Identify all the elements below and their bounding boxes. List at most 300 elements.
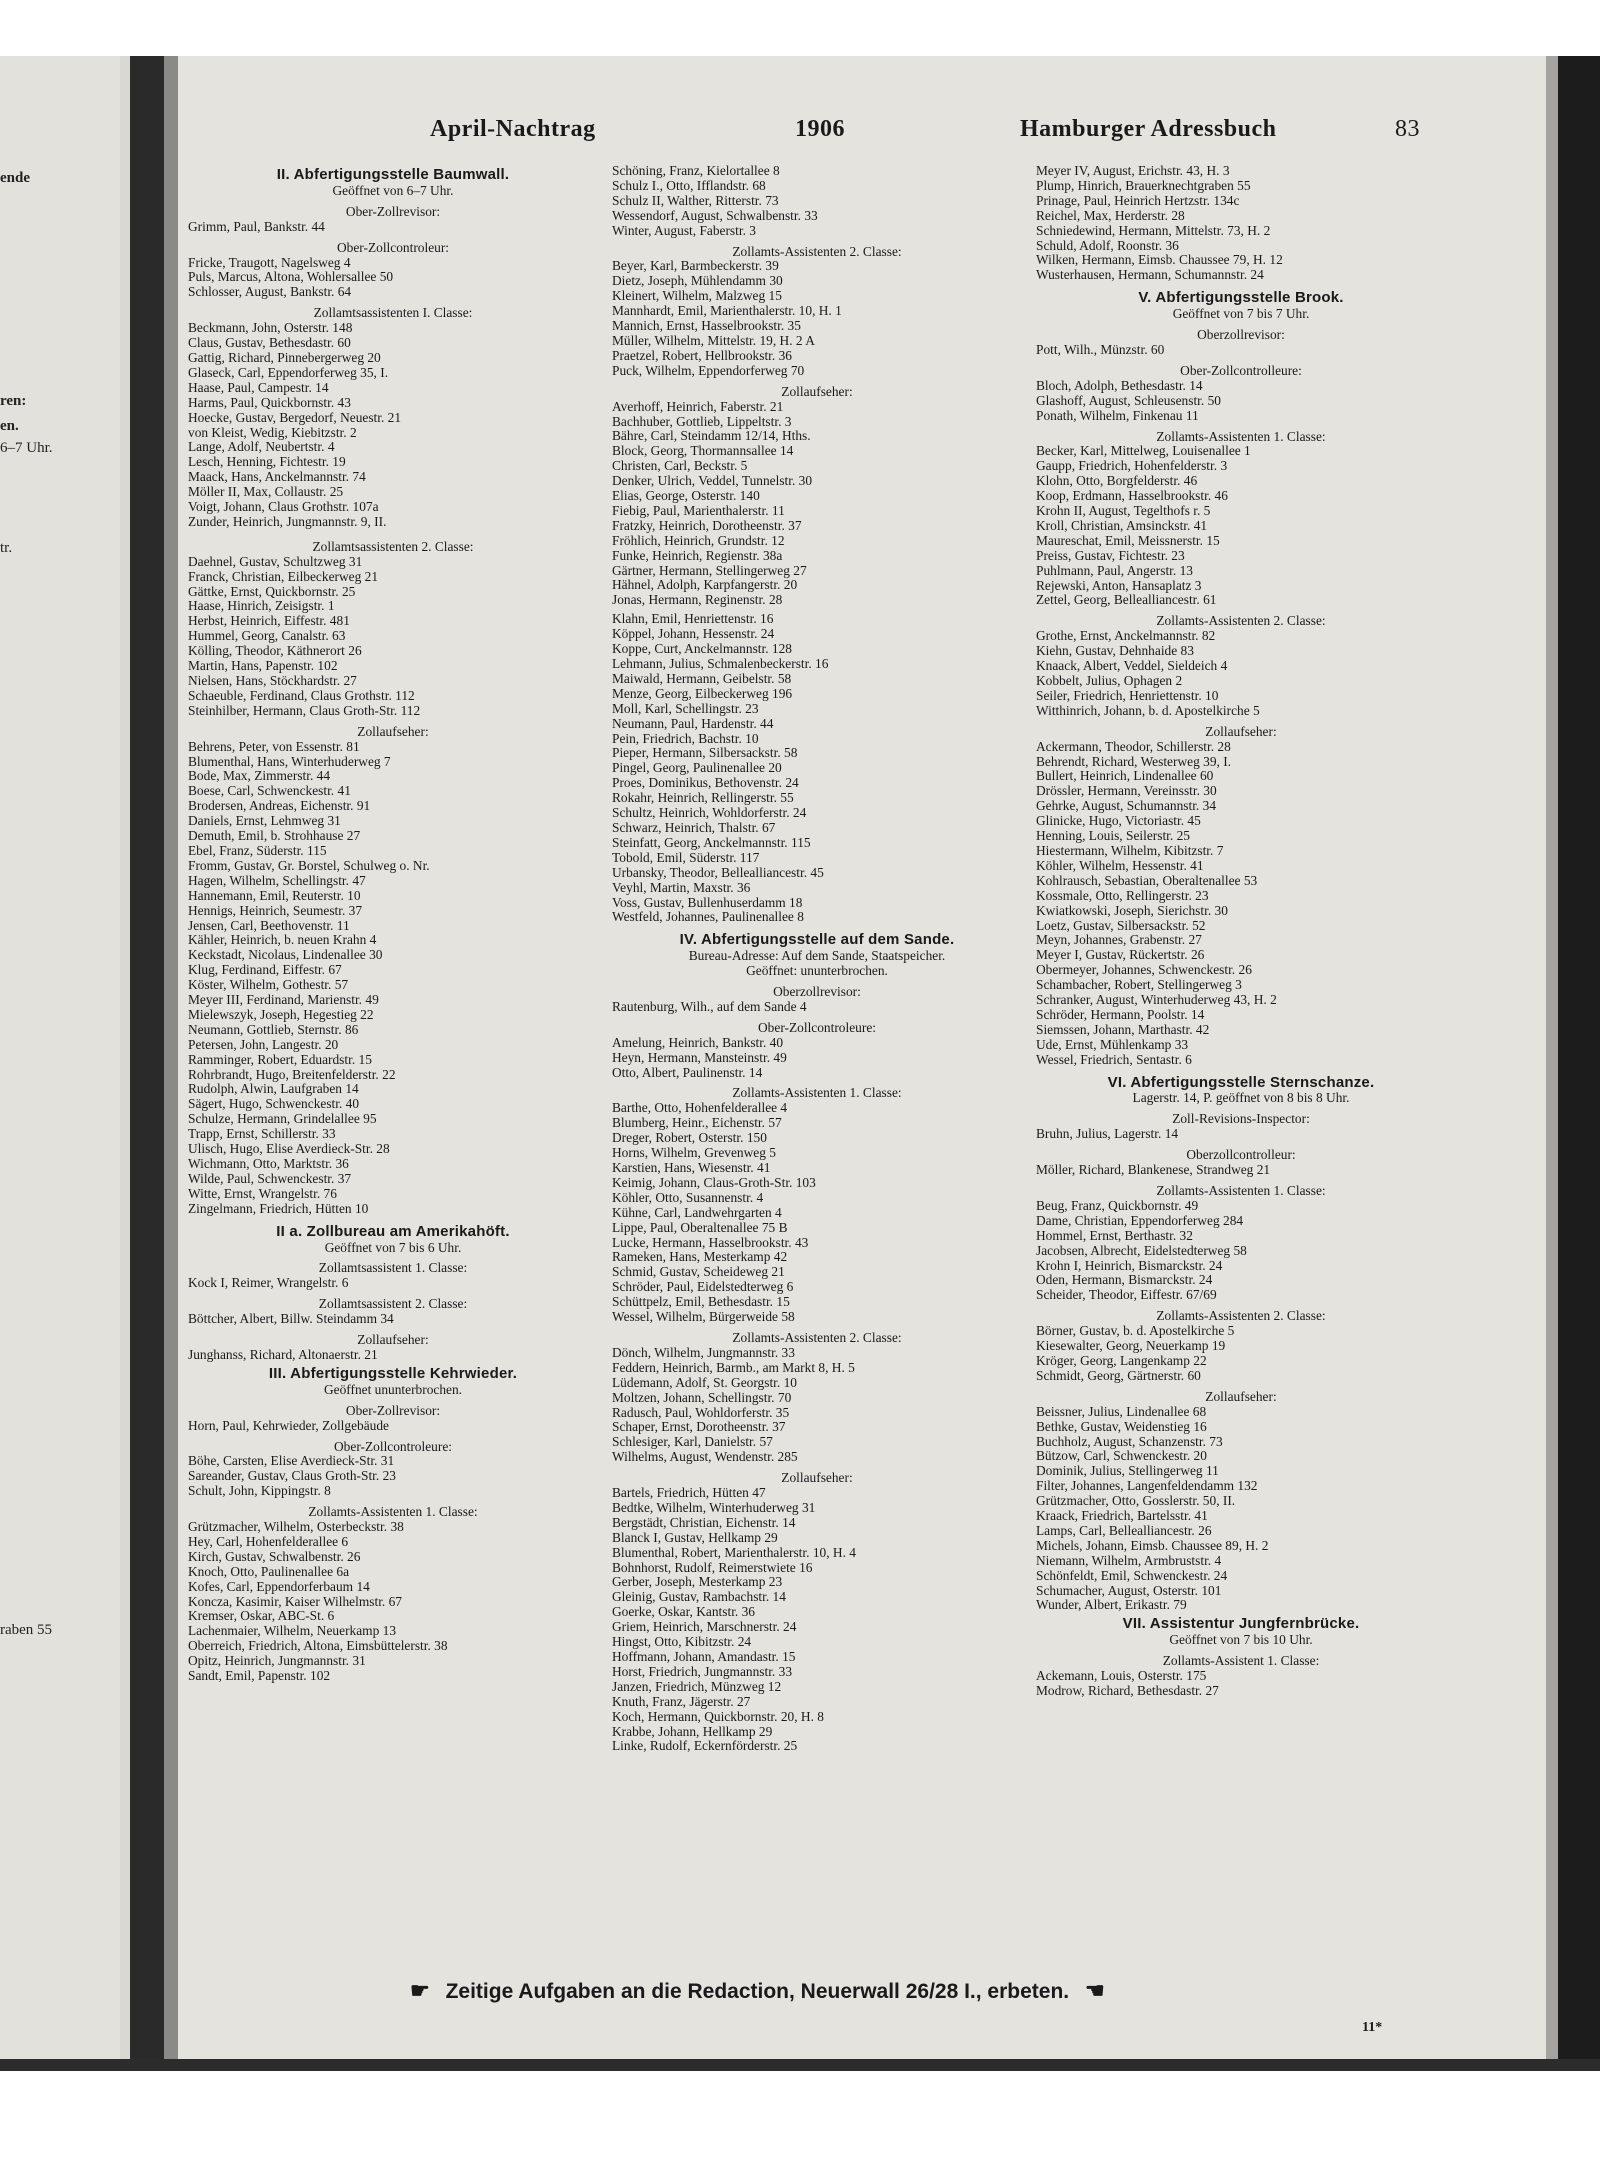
directory-entry: Dame, Christian, Eppendorferweg 284 — [1036, 1213, 1244, 1228]
directory-entry: Maack, Hans, Anckelmannstr. 74 — [188, 470, 366, 485]
directory-entry: Loetz, Gustav, Silbersackstr. 52 — [1036, 918, 1206, 933]
directory-entry: Goerke, Oskar, Kantstr. 36 — [612, 1605, 756, 1620]
directory-entry: Hey, Carl, Hohenfelderallee 6 — [188, 1534, 349, 1549]
section-hours: Bureau-Adresse: Auf dem Sande, Staatspeicher. — [688, 948, 946, 964]
directory-entry: Rameken, Hans, Mesterkamp 42 — [612, 1250, 788, 1265]
rank-heading: Ober-Zollrevisor: — [345, 1402, 441, 1418]
directory-entry: Fröhlich, Heinrich, Grundstr. 12 — [612, 533, 785, 548]
directory-entry: Schöning, Franz, Kielortallee 8 — [612, 164, 780, 178]
directory-entry: Ramminger, Robert, Eduardstr. 15 — [188, 1052, 372, 1067]
directory-entry: Buchholz, August, Schanzenstr. 73 — [1036, 1434, 1223, 1449]
directory-entry: Hummel, Georg, Canalstr. 63 — [188, 629, 346, 644]
pointing-hand-right-icon: ☛ — [410, 1978, 430, 2003]
directory-entry: Proes, Dominikus, Bethovenstr. 24 — [612, 776, 799, 791]
rank-heading: Oberzollcontrolleur: — [1186, 1147, 1296, 1163]
directory-entry: Gehrke, August, Schumannstr. 34 — [1036, 799, 1217, 814]
section-heading: VII. Assistentur Jungfernbrücke. — [1122, 1615, 1360, 1633]
directory-entry: Prinage, Paul, Heinrich Hertzstr. 134c — [1036, 193, 1240, 208]
directory-entry: Kossmale, Otto, Rellingerstr. 23 — [1036, 888, 1209, 903]
directory-entry: Neumann, Gottlieb, Sternstr. 86 — [188, 1022, 359, 1037]
directory-entry: Harms, Paul, Quickbornstr. 43 — [188, 395, 351, 410]
directory-entry: Blanck I, Gustav, Hellkamp 29 — [612, 1530, 778, 1545]
directory-entry: Gattig, Richard, Pinnebergerweg 20 — [188, 350, 381, 365]
directory-entry: Glaseck, Carl, Eppendorferweg 35, I. — [188, 365, 389, 380]
directory-entry: Koppe, Curt, Anckelmannstr. 128 — [612, 642, 793, 657]
directory-entry: Becker, Karl, Mittelweg, Louisenallee 1 — [1036, 444, 1251, 459]
section-heading: V. Abfertigungsstelle Brook. — [1138, 289, 1344, 307]
rank-heading: Ober-Zollcontroleure: — [758, 1019, 876, 1035]
directory-entry: Kölling, Theodor, Käthnerort 26 — [188, 644, 362, 659]
directory-entry: Rohrbrandt, Hugo, Breitenfelderstr. 22 — [188, 1067, 396, 1082]
directory-entry: Fricke, Traugott, Nagelsweg 4 — [188, 255, 351, 270]
directory-entry: Sareander, Gustav, Claus Groth-Str. 23 — [188, 1469, 396, 1484]
directory-entry: Keimig, Johann, Claus-Groth-Str. 103 — [612, 1175, 816, 1190]
rank-heading: Ober-Zollcontroleure: — [334, 1438, 452, 1454]
directory-entry: Tobold, Emil, Süderstr. 117 — [612, 850, 760, 865]
left-page-fragment: ende — [0, 170, 30, 186]
directory-entry: Kiesewalter, Georg, Neuerkamp 19 — [1036, 1339, 1226, 1354]
rank-heading: Zollamtsassistent 2. Classe: — [318, 1296, 468, 1312]
directory-entry: Junghanss, Richard, Altonaerstr. 21 — [188, 1347, 378, 1362]
rank-heading: Ober-Zollcontrolleure: — [1180, 362, 1302, 378]
directory-entry: Möller II, Max, Collaustr. 25 — [188, 485, 344, 500]
directory-entry: Mannhardt, Emil, Marienthalerstr. 10, H. 1 — [612, 304, 842, 319]
left-page-fragment: 6–7 Uhr. — [0, 440, 53, 456]
directory-entry: Jonas, Hermann, Reginenstr. 28 — [612, 593, 783, 608]
directory-entry: Maiwald, Hermann, Geibelstr. 58 — [612, 671, 792, 686]
directory-entry: Rudolph, Alwin, Laufgraben 14 — [188, 1082, 359, 1097]
rank-heading: Zollamtsassistenten 2. Classe: — [312, 538, 474, 554]
directory-entry: Petersen, John, Langestr. 20 — [188, 1037, 339, 1052]
directory-entry: Puls, Marcus, Altona, Wohlersallee 50 — [188, 270, 394, 285]
section-hours: Geöffnet: ununterbrochen. — [746, 963, 888, 979]
directory-entry: Schlesiger, Karl, Danielstr. 57 — [612, 1435, 773, 1450]
directory-entry: Dönch, Wilhelm, Jungmannstr. 33 — [612, 1345, 795, 1360]
rank-heading: Zollaufseher: — [357, 723, 429, 739]
directory-entry: Lange, Adolf, Neubertstr. 4 — [188, 440, 335, 455]
directory-entry: Winter, August, Faberstr. 3 — [612, 223, 756, 238]
directory-entry: Wilhelms, August, Wendenstr. 285 — [612, 1450, 798, 1465]
pointing-hand-left-icon: ☚ — [1084, 1978, 1105, 2003]
directory-entry: Zettel, Georg, Bellealliancestr. 61 — [1036, 593, 1217, 608]
directory-entry: Böhe, Carsten, Elise Averdieck-Str. 31 — [188, 1454, 395, 1469]
directory-entry: Nielsen, Hans, Stöckhardstr. 27 — [188, 674, 357, 688]
directory-entry: Kirch, Gustav, Schwalbenstr. 26 — [188, 1549, 361, 1564]
rank-heading: Ober-Zollrevisor: — [345, 203, 441, 219]
rank-heading: Zollamtsassistent 1. Classe: — [318, 1260, 468, 1276]
directory-entry: Schniedewind, Hermann, Mittelstr. 73, H. 2 — [1036, 223, 1271, 238]
directory-entry: Steinfatt, Georg, Anckelmannstr. 115 — [612, 835, 811, 850]
directory-entry: Ude, Ernst, Mühlenkamp 33 — [1036, 1037, 1189, 1052]
directory-entry: Kröger, Georg, Langenkamp 22 — [1036, 1353, 1207, 1368]
directory-column-3 — [1036, 164, 1446, 1699]
directory-entry: Meyn, Johannes, Grabenstr. 27 — [1036, 933, 1202, 948]
section-heading: II. Abfertigungsstelle Baumwall. — [276, 166, 510, 183]
footer-notice — [400, 1978, 1400, 2004]
directory-entry: Martin, Hans, Papenstr. 102 — [188, 659, 338, 674]
directory-entry: Bethke, Gustav, Weidenstieg 16 — [1036, 1419, 1207, 1434]
section-heading: II a. Zollbureau am Amerikahöft. — [276, 1222, 510, 1240]
directory-entry: Grützmacher, Wilhelm, Osterbeckstr. 38 — [188, 1520, 404, 1535]
directory-column-2 — [612, 164, 1022, 1754]
directory-entry: Averhoff, Heinrich, Faberstr. 21 — [612, 399, 784, 414]
directory-entry: Daehnel, Gustav, Schultzweg 31 — [188, 554, 363, 569]
directory-entry: Bergstädt, Christian, Eichenstr. 14 — [612, 1515, 796, 1530]
directory-entry: Radusch, Paul, Wohldorferstr. 35 — [612, 1405, 790, 1420]
section-hours: Lagerstr. 14, P. geöffnet von 8 bis 8 Uhr. — [1132, 1090, 1350, 1106]
rank-heading: Zollamts-Assistenten 2. Classe: — [732, 243, 902, 259]
directory-entry: Koop, Erdmann, Hasselbrookstr. 46 — [1036, 489, 1228, 504]
directory-entry: Koch, Hermann, Quickbornstr. 20, H. 8 — [612, 1709, 824, 1724]
directory-entry: Blumberg, Heinr., Eichenstr. 57 — [612, 1116, 782, 1131]
directory-entry: Schlosser, August, Bankstr. 64 — [188, 285, 352, 300]
directory-entry: Zingelmann, Friedrich, Hütten 10 — [188, 1201, 369, 1216]
directory-entry: Gärtner, Hermann, Stellingerweg 27 — [612, 563, 807, 578]
directory-entry: Hannemann, Emil, Reuterstr. 10 — [188, 888, 361, 903]
directory-entry: Müller, Wilhelm, Mittelstr. 19, H. 2 A — [612, 333, 815, 348]
directory-entry: Christen, Carl, Beckstr. 5 — [612, 459, 748, 474]
directory-entry: Bedtke, Wilhelm, Winterhuderweg 31 — [612, 1500, 816, 1515]
section-hours: Geöffnet von 7 bis 7 Uhr. — [1172, 306, 1310, 322]
directory-entry: Schüttpelz, Emil, Bethesdastr. 15 — [612, 1295, 790, 1310]
directory-entry: Horst, Friedrich, Jungmannstr. 33 — [612, 1664, 793, 1679]
directory-entry: Schaeuble, Ferdinand, Claus Grothstr. 112 — [188, 688, 415, 703]
rank-heading: Zollamts-Assistenten 1. Classe: — [732, 1085, 902, 1101]
directory-entry: Voss, Gustav, Bullenhuserdamm 18 — [612, 895, 803, 910]
section-heading: III. Abfertigungsstelle Kehrwieder. — [268, 1364, 518, 1382]
directory-entry: Niemann, Wilhelm, Armbruststr. 4 — [1036, 1553, 1222, 1568]
directory-entry: Plump, Hinrich, Brauerknechtgraben 55 — [1036, 178, 1251, 193]
directory-entry: Meyer I, Gustav, Rückertstr. 26 — [1036, 948, 1205, 963]
directory-entry: Funke, Heinrich, Regienstr. 38a — [612, 548, 783, 563]
directory-entry: Gleinig, Gustav, Rambachstr. 14 — [612, 1590, 786, 1605]
directory-entry: Köhler, Wilhelm, Hessenstr. 41 — [1036, 858, 1204, 873]
directory-entry: Schultz, Heinrich, Wohldorferstr. 24 — [612, 806, 807, 821]
directory-entry: Voigt, Johann, Claus Grothstr. 107a — [188, 500, 379, 515]
directory-entry: Schulze, Hermann, Grindelallee 95 — [188, 1112, 377, 1127]
directory-entry: Heyn, Hermann, Mansteinstr. 49 — [612, 1050, 787, 1065]
directory-entry: Lucke, Hermann, Hasselbrookstr. 43 — [612, 1235, 809, 1250]
directory-entry: Lüdemann, Adolf, St. Georgstr. 10 — [612, 1375, 797, 1390]
directory-entry: Dreger, Robert, Osterstr. 150 — [612, 1131, 767, 1146]
directory-entry: Maureschat, Emil, Meissnerstr. 15 — [1036, 533, 1220, 548]
rank-heading: Zollamts-Assistenten 2. Classe: — [1156, 1308, 1326, 1324]
directory-entry: Beckmann, John, Osterstr. 148 — [188, 321, 353, 336]
directory-entry: Gerber, Joseph, Mesterkamp 23 — [612, 1575, 783, 1590]
directory-entry: Opitz, Heinrich, Jungmannstr. 31 — [188, 1654, 366, 1669]
directory-entry: Grützmacher, Otto, Gosslerstr. 50, II. — [1036, 1494, 1236, 1509]
rank-heading: Zollamts-Assistenten 2. Classe: — [732, 1329, 902, 1345]
directory-entry: Schambacher, Robert, Stellingerweg 3 — [1036, 978, 1242, 993]
directory-entry: Fratzky, Heinrich, Dorotheenstr. 37 — [612, 518, 802, 533]
directory-entry: Praetzel, Robert, Hellbrookstr. 36 — [612, 348, 792, 363]
directory-entry: Bode, Max, Zimmerstr. 44 — [188, 769, 331, 784]
directory-entry: Oberreich, Friedrich, Altona, Eimsbüttelerstr. 38 — [188, 1639, 448, 1654]
directory-entry: Schuld, Adolf, Roonstr. 36 — [1036, 238, 1179, 253]
page-header — [255, 116, 1430, 146]
directory-entry: Amelung, Heinrich, Bankstr. 40 — [612, 1035, 784, 1050]
rank-heading: Zollaufseher: — [1205, 723, 1277, 739]
directory-entry: Brodersen, Andreas, Eichenstr. 91 — [188, 799, 371, 814]
spacer — [612, 925, 1022, 929]
directory-entry: Filter, Johannes, Langenfeldendamm 132 — [1036, 1479, 1258, 1494]
directory-entry: Ebel, Franz, Süderstr. 115 — [188, 843, 327, 858]
directory-entry: von Kleist, Wedig, Kiebitzstr. 2 — [188, 425, 357, 440]
book-gutter — [130, 56, 164, 2059]
directory-entry: Herbst, Heinrich, Eiffestr. 481 — [188, 614, 350, 629]
directory-entry: Ackermann, Theodor, Schillerstr. 28 — [1036, 739, 1231, 754]
directory-entry: Krabbe, Johann, Hellkamp 29 — [612, 1724, 773, 1739]
directory-entry: Drössler, Hermann, Vereinsstr. 30 — [1036, 784, 1217, 799]
left-page-fragment: ren: — [0, 393, 27, 409]
directory-entry: Pingel, Georg, Paulinenallee 20 — [612, 761, 782, 776]
directory-entry: Menze, Georg, Eilbeckerweg 196 — [612, 686, 793, 701]
directory-entry: Mielewszyk, Joseph, Hegestieg 22 — [188, 1007, 374, 1022]
rank-heading: Zollamts-Assistenten 2. Classe: — [1156, 613, 1326, 629]
directory-entry: Boese, Carl, Schwenckestr. 41 — [188, 784, 351, 799]
directory-entry: Karstien, Hans, Wiesenstr. 41 — [612, 1161, 771, 1175]
directory-entry: Klohn, Otto, Borgfelderstr. 46 — [1036, 474, 1198, 489]
footer-text: Zeitige Aufgaben an die Redaction, Neuerwall 26/28 I., erbeten. — [445, 1980, 1070, 2003]
directory-entry: Dominik, Julius, Stellingerweg 11 — [1036, 1464, 1219, 1479]
directory-entry: Klahn, Emil, Henriettenstr. 16 — [612, 612, 774, 627]
directory-entry: Ulisch, Hugo, Elise Averdieck-Str. 28 — [188, 1142, 390, 1157]
directory-entry: Behrendt, Richard, Westerweg 39, I. — [1036, 754, 1232, 769]
directory-entry: Börner, Gustav, b. d. Apostelkirche 5 — [1036, 1324, 1235, 1339]
directory-entry: Michels, Johann, Eimsb. Chaussee 89, H. 2 — [1036, 1538, 1269, 1553]
directory-entry: Gättke, Ernst, Quickbornstr. 25 — [188, 584, 356, 599]
directory-entry: Schwarz, Heinrich, Thalstr. 67 — [612, 820, 776, 835]
section-hours: Geöffnet von 7 bis 6 Uhr. — [324, 1239, 462, 1255]
directory-entry: Denker, Ulrich, Veddel, Tunnelstr. 30 — [612, 474, 813, 489]
page-number: 83 — [1395, 116, 1420, 142]
directory-entry: Dietz, Joseph, Mühlendamm 30 — [612, 274, 783, 289]
header-edition: April-Nachtrag — [430, 116, 596, 142]
directory-entry: Schröder, Hermann, Poolstr. 14 — [1036, 1007, 1205, 1022]
directory-entry: Böttcher, Albert, Billw. Steindamm 34 — [188, 1312, 394, 1327]
directory-entry: Urbansky, Theodor, Bellealliancestr. 45 — [612, 865, 824, 880]
directory-entry: Schönfeldt, Emil, Schwenckestr. 24 — [1036, 1568, 1228, 1583]
rank-heading: Zollaufseher: — [357, 1332, 429, 1348]
directory-entry: Lippe, Paul, Oberaltenallee 75 B — [612, 1220, 788, 1235]
directory-entry: Fromm, Gustav, Gr. Borstel, Schulweg o. Nr. — [188, 858, 430, 873]
directory-entry: Gaupp, Friedrich, Hohenfelderstr. 3 — [1036, 459, 1228, 474]
printer-signature: 11* — [1362, 2020, 1383, 2035]
directory-entry: Schulz I., Otto, Ifflandstr. 68 — [612, 178, 766, 193]
directory-entry: Beug, Franz, Quickbornstr. 49 — [1036, 1198, 1199, 1213]
rank-heading: Oberzollrevisor: — [1197, 327, 1285, 343]
directory-entry: Siemssen, Johann, Marthastr. 42 — [1036, 1022, 1210, 1037]
directory-entry: Pieper, Hermann, Silbersackstr. 58 — [612, 746, 798, 761]
directory-entry: Witte, Ernst, Wrangelstr. 76 — [188, 1186, 337, 1201]
directory-entry: Beyer, Karl, Barmbeckerstr. 39 — [612, 259, 779, 274]
directory-entry: Meyer IV, August, Erichstr. 43, H. 3 — [1036, 164, 1230, 178]
directory-entry: Schult, John, Kippingstr. 8 — [188, 1484, 331, 1499]
directory-entry: Haase, Hinrich, Zeisigstr. 1 — [188, 599, 335, 614]
directory-entry: Scheider, Theodor, Eiffestr. 67/69 — [1036, 1288, 1217, 1303]
directory-entry: Lachenmaier, Wilhelm, Neuerkamp 13 — [188, 1624, 397, 1639]
directory-entry: Hoffmann, Johann, Amandastr. 15 — [612, 1650, 796, 1664]
directory-entry: Schranker, August, Winterhuderweg 43, H. 2 — [1036, 993, 1277, 1008]
rank-heading: Zoll-Revisions-Inspector: — [1172, 1111, 1310, 1127]
directory-entry: Seiler, Friedrich, Henriettenstr. 10 — [1036, 688, 1219, 703]
directory-entry: Barthe, Otto, Hohenfelderallee 4 — [612, 1101, 788, 1116]
directory-entry: Schmidt, Georg, Gärtnerstr. 60 — [1036, 1368, 1201, 1383]
directory-entry: Bähre, Carl, Steindamm 12/14, Hths. — [612, 429, 811, 444]
directory-entry: Bohnhorst, Rudolf, Reimerstwiete 16 — [612, 1560, 813, 1575]
directory-entry: Köster, Wilhelm, Gothestr. 57 — [188, 978, 349, 993]
directory-entry: Hommel, Ernst, Berthastr. 32 — [1036, 1228, 1193, 1243]
rank-heading: Zollaufseher: — [781, 383, 853, 399]
directory-entry: Obermeyer, Johannes, Schwenckestr. 26 — [1036, 963, 1252, 978]
directory-entry: Wessel, Wilhelm, Bürgerweide 58 — [612, 1310, 795, 1325]
directory-entry: Rokahr, Heinrich, Rellingerstr. 55 — [612, 791, 794, 806]
directory-entry: Schulz II, Walther, Ritterstr. 73 — [612, 193, 779, 208]
directory-entry: Meyer III, Ferdinand, Marienstr. 49 — [188, 993, 379, 1008]
directory-entry: Jacobsen, Albrecht, Eidelstedterweg 58 — [1036, 1243, 1247, 1258]
header-title: Hamburger Adressbuch — [1020, 116, 1277, 142]
directory-entry: Zunder, Heinrich, Jungmannstr. 9, II. — [188, 514, 387, 529]
rank-heading: Zollaufseher: — [1205, 1388, 1277, 1404]
directory-entry: Köhler, Otto, Susannenstr. 4 — [612, 1190, 764, 1205]
section-hours: Geöffnet ununterbrochen. — [323, 1381, 463, 1397]
directory-entry: Hiestermann, Wilhelm, Kibitzstr. 7 — [1036, 843, 1224, 858]
directory-entry: Koncza, Kasimir, Kaiser Wilhelmstr. 67 — [188, 1594, 402, 1609]
directory-entry: Schumacher, August, Osterstr. 101 — [1036, 1583, 1222, 1598]
directory-entry: Bützow, Carl, Schwenckestr. 20 — [1036, 1449, 1207, 1464]
directory-entry: Veyhl, Martin, Maxstr. 36 — [612, 880, 751, 895]
directory-entry: Block, Georg, Thormannsallee 14 — [612, 444, 794, 459]
rank-heading: Ober-Zollcontroleur: — [336, 239, 450, 255]
directory-entry: Reichel, Max, Herderstr. 28 — [1036, 208, 1185, 223]
directory-entry: Wusterhausen, Hermann, Schumannstr. 24 — [1036, 268, 1264, 283]
directory-entry: Rejewski, Anton, Hansaplatz 3 — [1036, 578, 1202, 593]
directory-entry: Elias, George, Osterstr. 140 — [612, 489, 760, 504]
section-hours: Geöffnet von 7 bis 10 Uhr. — [1169, 1632, 1313, 1648]
directory-entry: Pott, Wilh., Münzstr. 60 — [1036, 342, 1165, 357]
directory-entry: Sandt, Emil, Papenstr. 102 — [188, 1669, 331, 1684]
directory-entry: Glashoff, August, Schleusenstr. 50 — [1036, 393, 1221, 408]
left-page-fragment: raben 55 — [0, 1622, 53, 1638]
directory-entry: Hingst, Otto, Kibitzstr. 24 — [612, 1635, 752, 1650]
directory-entry: Moll, Karl, Schellingstr. 23 — [612, 701, 759, 716]
rank-heading: Zollamtsassistenten I. Classe: — [313, 305, 473, 321]
directory-entry: Bruhn, Julius, Lagerstr. 14 — [1036, 1127, 1179, 1142]
rank-heading: Zollaufseher: — [781, 1470, 853, 1486]
directory-entry: Trapp, Ernst, Schillerstr. 33 — [188, 1127, 336, 1142]
directory-entry: Kühne, Carl, Landwehrgarten 4 — [612, 1205, 782, 1220]
directory-entry: Knaack, Albert, Veddel, Sieldeich 4 — [1036, 659, 1228, 674]
directory-entry: Kohlrausch, Sebastian, Oberaltenallee 53 — [1036, 873, 1258, 888]
directory-entry: Sägert, Hugo, Schwenckestr. 40 — [188, 1097, 360, 1112]
header-year: 1906 — [795, 116, 845, 142]
directory-entry: Hähnel, Adolph, Karpfangerstr. 20 — [612, 578, 798, 593]
directory-entry: Grothe, Ernst, Anckelmannstr. 82 — [1036, 629, 1216, 644]
directory-entry: Witthinrich, Johann, b. d. Apostelkirche 5 — [1036, 703, 1260, 718]
rank-heading: Oberzollrevisor: — [773, 984, 861, 1000]
left-page-fragment: en. — [0, 418, 19, 434]
directory-entry: Bullert, Heinrich, Lindenallee 60 — [1036, 769, 1214, 784]
rank-heading: Zollamts-Assistent 1. Classe: — [1162, 1653, 1320, 1669]
directory-entry: Franck, Christian, Eilbeckerweg 21 — [188, 569, 379, 584]
directory-entry: Schmid, Gustav, Scheideweg 21 — [612, 1265, 785, 1280]
directory-entry: Demuth, Emil, b. Strohhause 27 — [188, 829, 361, 844]
rank-heading: Zollamts-Assistenten 1. Classe: — [1156, 428, 1326, 444]
section-hours: Geöffnet von 6–7 Uhr. — [332, 182, 454, 198]
directory-entry: Wilde, Paul, Schwenckestr. 37 — [188, 1171, 352, 1186]
directory-entry: Keckstadt, Nicolaus, Lindenallee 30 — [188, 948, 383, 963]
directory-entry: Kiehn, Gustav, Dehnhaide 83 — [1036, 644, 1194, 659]
directory-entry: Pein, Friedrich, Bachstr. 10 — [612, 731, 759, 746]
directory-entry: Wichmann, Otto, Marktstr. 36 — [188, 1157, 349, 1171]
page-edge-shadow — [1546, 56, 1558, 2059]
directory-entry: Wilken, Hermann, Eimsb. Chaussee 79, H. 12 — [1036, 253, 1283, 268]
directory-entry: Möller, Richard, Blankenese, Strandweg 21 — [1036, 1163, 1271, 1178]
directory-entry: Puck, Wilhelm, Eppendorferweg 70 — [612, 363, 805, 378]
page-edge-dark — [1558, 56, 1600, 2059]
directory-entry: Kähler, Heinrich, b. neuen Krahn 4 — [188, 933, 377, 948]
directory-entry: Haase, Paul, Campestr. 14 — [188, 380, 329, 395]
directory-entry: Lamps, Carl, Bellealliancestr. 26 — [1036, 1523, 1212, 1538]
left-page-edge — [0, 56, 120, 2059]
directory-entry: Griem, Heinrich, Marschnerstr. 24 — [612, 1620, 797, 1635]
directory-entry: Bartels, Friedrich, Hütten 47 — [612, 1486, 766, 1501]
directory-entry: Ackemann, Louis, Osterstr. 175 — [1036, 1669, 1207, 1684]
directory-entry: Klug, Ferdinand, Eiffestr. 67 — [188, 963, 342, 978]
directory-entry: Krohn II, August, Tegelthofs r. 5 — [1036, 504, 1211, 519]
directory-entry: Kleinert, Wilhelm, Malzweg 15 — [612, 289, 782, 304]
directory-entry: Glinicke, Hugo, Victoriastr. 45 — [1036, 814, 1201, 829]
directory-entry: Horns, Wilhelm, Grevenweg 5 — [612, 1146, 776, 1161]
directory-entry: Puhlmann, Paul, Angerstr. 13 — [1036, 563, 1193, 578]
directory-entry: Kofes, Carl, Eppendorferbaum 14 — [188, 1579, 370, 1594]
directory-entry: Mannich, Ernst, Hasselbrookstr. 35 — [612, 319, 801, 334]
directory-entry: Oden, Hermann, Bismarckstr. 24 — [1036, 1273, 1213, 1288]
directory-entry: Fiebig, Paul, Marienthalerstr. 11 — [612, 503, 785, 518]
section-heading: VI. Abfertigungsstelle Sternschanze. — [1107, 1073, 1375, 1091]
directory-entry: Wessel, Friedrich, Sentastr. 6 — [1036, 1052, 1192, 1067]
directory-entry: Kraack, Friedrich, Bartelsstr. 41 — [1036, 1509, 1208, 1524]
directory-entry: Janzen, Friedrich, Münzweg 12 — [612, 1679, 782, 1694]
rank-heading: Zollamts-Assistenten 1. Classe: — [1156, 1183, 1326, 1198]
directory-entry: Modrow, Richard, Bethesdastr. 27 — [1036, 1684, 1219, 1698]
directory-entry: Wunder, Albert, Erikastr. 79 — [1036, 1598, 1187, 1613]
directory-entry: Feddern, Heinrich, Barmb., am Markt 8, H. 5 — [612, 1360, 855, 1375]
directory-entry: Kroll, Christian, Amsinckstr. 41 — [1036, 518, 1208, 533]
directory-entry: Wessendorf, August, Schwalbenstr. 33 — [612, 208, 818, 223]
scan-bottom-strip — [0, 2059, 1600, 2071]
directory-entry: Henning, Louis, Seilerstr. 25 — [1036, 829, 1190, 844]
directory-entry: Kwiatkowski, Joseph, Sierichstr. 30 — [1036, 903, 1228, 918]
directory-entry: Neumann, Paul, Hardenstr. 44 — [612, 716, 774, 731]
directory-entry: Schaper, Ernst, Dorotheenstr. 37 — [612, 1420, 786, 1435]
directory-entry: Schröder, Paul, Eidelstedterweg 6 — [612, 1280, 794, 1295]
directory-entry: Kock I, Reimer, Wrangelstr. 6 — [188, 1276, 349, 1291]
directory-entry: Hennigs, Heinrich, Seumestr. 37 — [188, 903, 363, 918]
directory-entry: Beissner, Julius, Lindenallee 68 — [1036, 1404, 1207, 1419]
directory-entry: Krohn I, Heinrich, Bismarckstr. 24 — [1036, 1258, 1223, 1273]
rank-heading: Zollamts-Assistenten 1. Classe: — [308, 1504, 478, 1520]
directory-entry: Rautenburg, Wilh., auf dem Sande 4 — [612, 999, 807, 1014]
directory-entry: Bachhuber, Gottlieb, Lippeltstr. 3 — [612, 414, 792, 429]
directory-entry: Knoch, Otto, Paulinenallee 6a — [188, 1564, 350, 1579]
spacer — [188, 530, 598, 534]
spacer — [1036, 1068, 1446, 1072]
book-gutter-shadow — [164, 56, 178, 2059]
left-page-fragment: tr. — [0, 540, 13, 556]
directory-entry: Claus, Gustav, Bethesdastr. 60 — [188, 336, 351, 351]
spacer — [1036, 283, 1446, 287]
